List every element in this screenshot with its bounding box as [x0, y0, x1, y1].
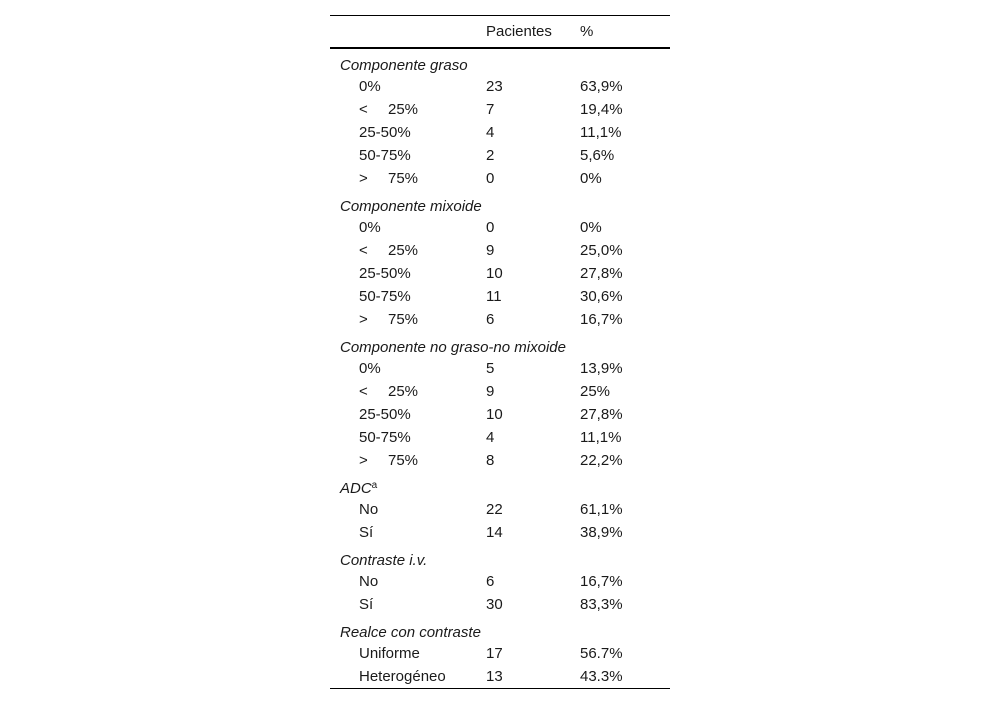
percent-cell: 27,8% [580, 406, 623, 423]
percent-cell: 0% [580, 219, 602, 236]
section-title [330, 616, 670, 642]
percent-cell: 13,9% [580, 360, 623, 377]
table-row [330, 665, 670, 689]
row-label [330, 570, 486, 593]
patients-cell: 7 [486, 101, 495, 118]
row-label-text: 50-75% [359, 147, 411, 164]
table-row [330, 570, 670, 593]
percent-cell: 0% [580, 170, 602, 187]
patients-cell: 30 [486, 596, 503, 613]
percent-cell: 16,7% [580, 311, 623, 328]
patients-cell: 9 [486, 383, 495, 400]
row-label-text: 0% [359, 78, 381, 95]
row-label-text: 50-75% [359, 288, 411, 305]
row-label [330, 593, 486, 616]
percent-cell: 63,9% [580, 78, 623, 95]
table-row [330, 167, 670, 190]
table-row [330, 239, 670, 262]
section-header-row [330, 190, 670, 216]
patients-cell: 23 [486, 78, 503, 95]
table-row [330, 75, 670, 98]
table-row [330, 308, 670, 331]
table-row [330, 144, 670, 167]
threshold-value: 25% [388, 383, 419, 400]
section-title-text: Realce con contraste [340, 624, 481, 641]
percent-cell: 56.7% [580, 645, 623, 662]
patients-cell: 0 [486, 170, 495, 187]
patients-cell: 10 [486, 265, 503, 282]
section-title [330, 472, 670, 498]
section-header-row [330, 331, 670, 357]
patients-cell: 5 [486, 360, 495, 377]
comparison-symbol: < [359, 383, 368, 400]
percent-cell: 25% [580, 383, 611, 400]
patients-cell: 22 [486, 501, 503, 518]
table-row [330, 593, 670, 616]
row-label [330, 642, 486, 665]
section-title-text: ADC [340, 480, 372, 497]
patients-cell: 6 [486, 573, 495, 590]
row-label [330, 262, 486, 285]
row-label-text: 0% [359, 219, 381, 236]
section-title [330, 544, 670, 570]
patients-cell: 9 [486, 242, 495, 259]
percent-cell: 16,7% [580, 573, 623, 590]
comparison-symbol: < [359, 242, 368, 259]
patients-cell: 10 [486, 406, 503, 423]
row-label [330, 449, 486, 472]
header-category [330, 16, 486, 49]
row-label [330, 144, 486, 167]
table-row [330, 449, 670, 472]
patients-cell: 8 [486, 452, 495, 469]
section-header-row [330, 616, 670, 642]
header-percent: % [580, 23, 594, 40]
row-label-text: 25-50% [359, 124, 411, 141]
row-label [330, 75, 486, 98]
threshold-value: 75% [388, 452, 419, 469]
patients-cell: 2 [486, 147, 495, 164]
row-label-text: No [359, 573, 379, 590]
percent-cell: 19,4% [580, 101, 623, 118]
section-title [330, 48, 670, 75]
table-row [330, 357, 670, 380]
row-label [330, 521, 486, 544]
section-header-row [330, 544, 670, 570]
percent-cell: 30,6% [580, 288, 623, 305]
table-row [330, 498, 670, 521]
table-row [330, 285, 670, 308]
section-title [330, 331, 670, 357]
row-label-text: 25-50% [359, 265, 411, 282]
row-label [330, 403, 486, 426]
section-title-text: Componente graso [340, 57, 468, 74]
percent-cell: 27,8% [580, 265, 623, 282]
row-label-text: Uniforme [359, 645, 420, 662]
patients-cell: 13 [486, 668, 503, 685]
row-label [330, 380, 486, 403]
row-label-text: 25-50% [359, 406, 411, 423]
table-row [330, 426, 670, 449]
row-label [330, 665, 486, 689]
patients-cell: 14 [486, 524, 503, 541]
table-row [330, 121, 670, 144]
results-table [330, 15, 670, 689]
table-row [330, 262, 670, 285]
section-title-text: Componente mixoide [340, 198, 482, 215]
threshold-value: 75% [388, 170, 419, 187]
table-row [330, 403, 670, 426]
table-row [330, 642, 670, 665]
header-pacientes: Pacientes [486, 23, 552, 40]
table-row [330, 216, 670, 239]
row-label [330, 121, 486, 144]
row-label-text: Heterogéneo [359, 668, 446, 685]
section-title-text: Contraste i.v. [340, 552, 428, 569]
threshold-value: 25% [388, 242, 419, 259]
percent-cell: 5,6% [580, 147, 615, 164]
row-label-text: No [359, 501, 379, 518]
row-label-text: 0% [359, 360, 381, 377]
percent-cell: 83,3% [580, 596, 623, 613]
percent-cell: 11,1% [580, 429, 622, 446]
footnote-marker: a [371, 480, 378, 491]
patients-cell: 17 [486, 645, 503, 662]
row-label-text: Sí [359, 524, 374, 541]
table-row [330, 98, 670, 121]
section-title-text: Componente no graso-no mixoide [340, 339, 566, 356]
patients-cell: 4 [486, 124, 495, 141]
row-label [330, 167, 486, 190]
row-label [330, 498, 486, 521]
patients-cell: 0 [486, 219, 495, 236]
table-row [330, 380, 670, 403]
row-label [330, 285, 486, 308]
row-label [330, 98, 486, 121]
percent-cell: 11,1% [580, 124, 622, 141]
percent-cell: 22,2% [580, 452, 623, 469]
comparison-symbol: > [359, 452, 368, 469]
results-table-container [330, 15, 670, 689]
table-row [330, 521, 670, 544]
header-row [330, 16, 670, 49]
row-label [330, 216, 486, 239]
percent-cell: 43.3% [580, 668, 623, 685]
percent-cell: 25,0% [580, 242, 623, 259]
threshold-value: 25% [388, 101, 419, 118]
row-label-text: 50-75% [359, 429, 411, 446]
percent-cell: 38,9% [580, 524, 623, 541]
row-label [330, 308, 486, 331]
table-header [330, 16, 670, 49]
section-header-row [330, 48, 670, 75]
table-body [330, 48, 670, 689]
comparison-symbol: > [359, 170, 368, 187]
row-label [330, 357, 486, 380]
section-header-row [330, 472, 670, 498]
percent-cell: 61,1% [580, 501, 623, 518]
row-label [330, 239, 486, 262]
patients-cell: 6 [486, 311, 495, 328]
row-label [330, 426, 486, 449]
patients-cell: 4 [486, 429, 495, 446]
comparison-symbol: < [359, 101, 368, 118]
threshold-value: 75% [388, 311, 419, 328]
row-label-text: Sí [359, 596, 374, 613]
section-title [330, 190, 670, 216]
patients-cell: 11 [486, 288, 502, 305]
comparison-symbol: > [359, 311, 368, 328]
